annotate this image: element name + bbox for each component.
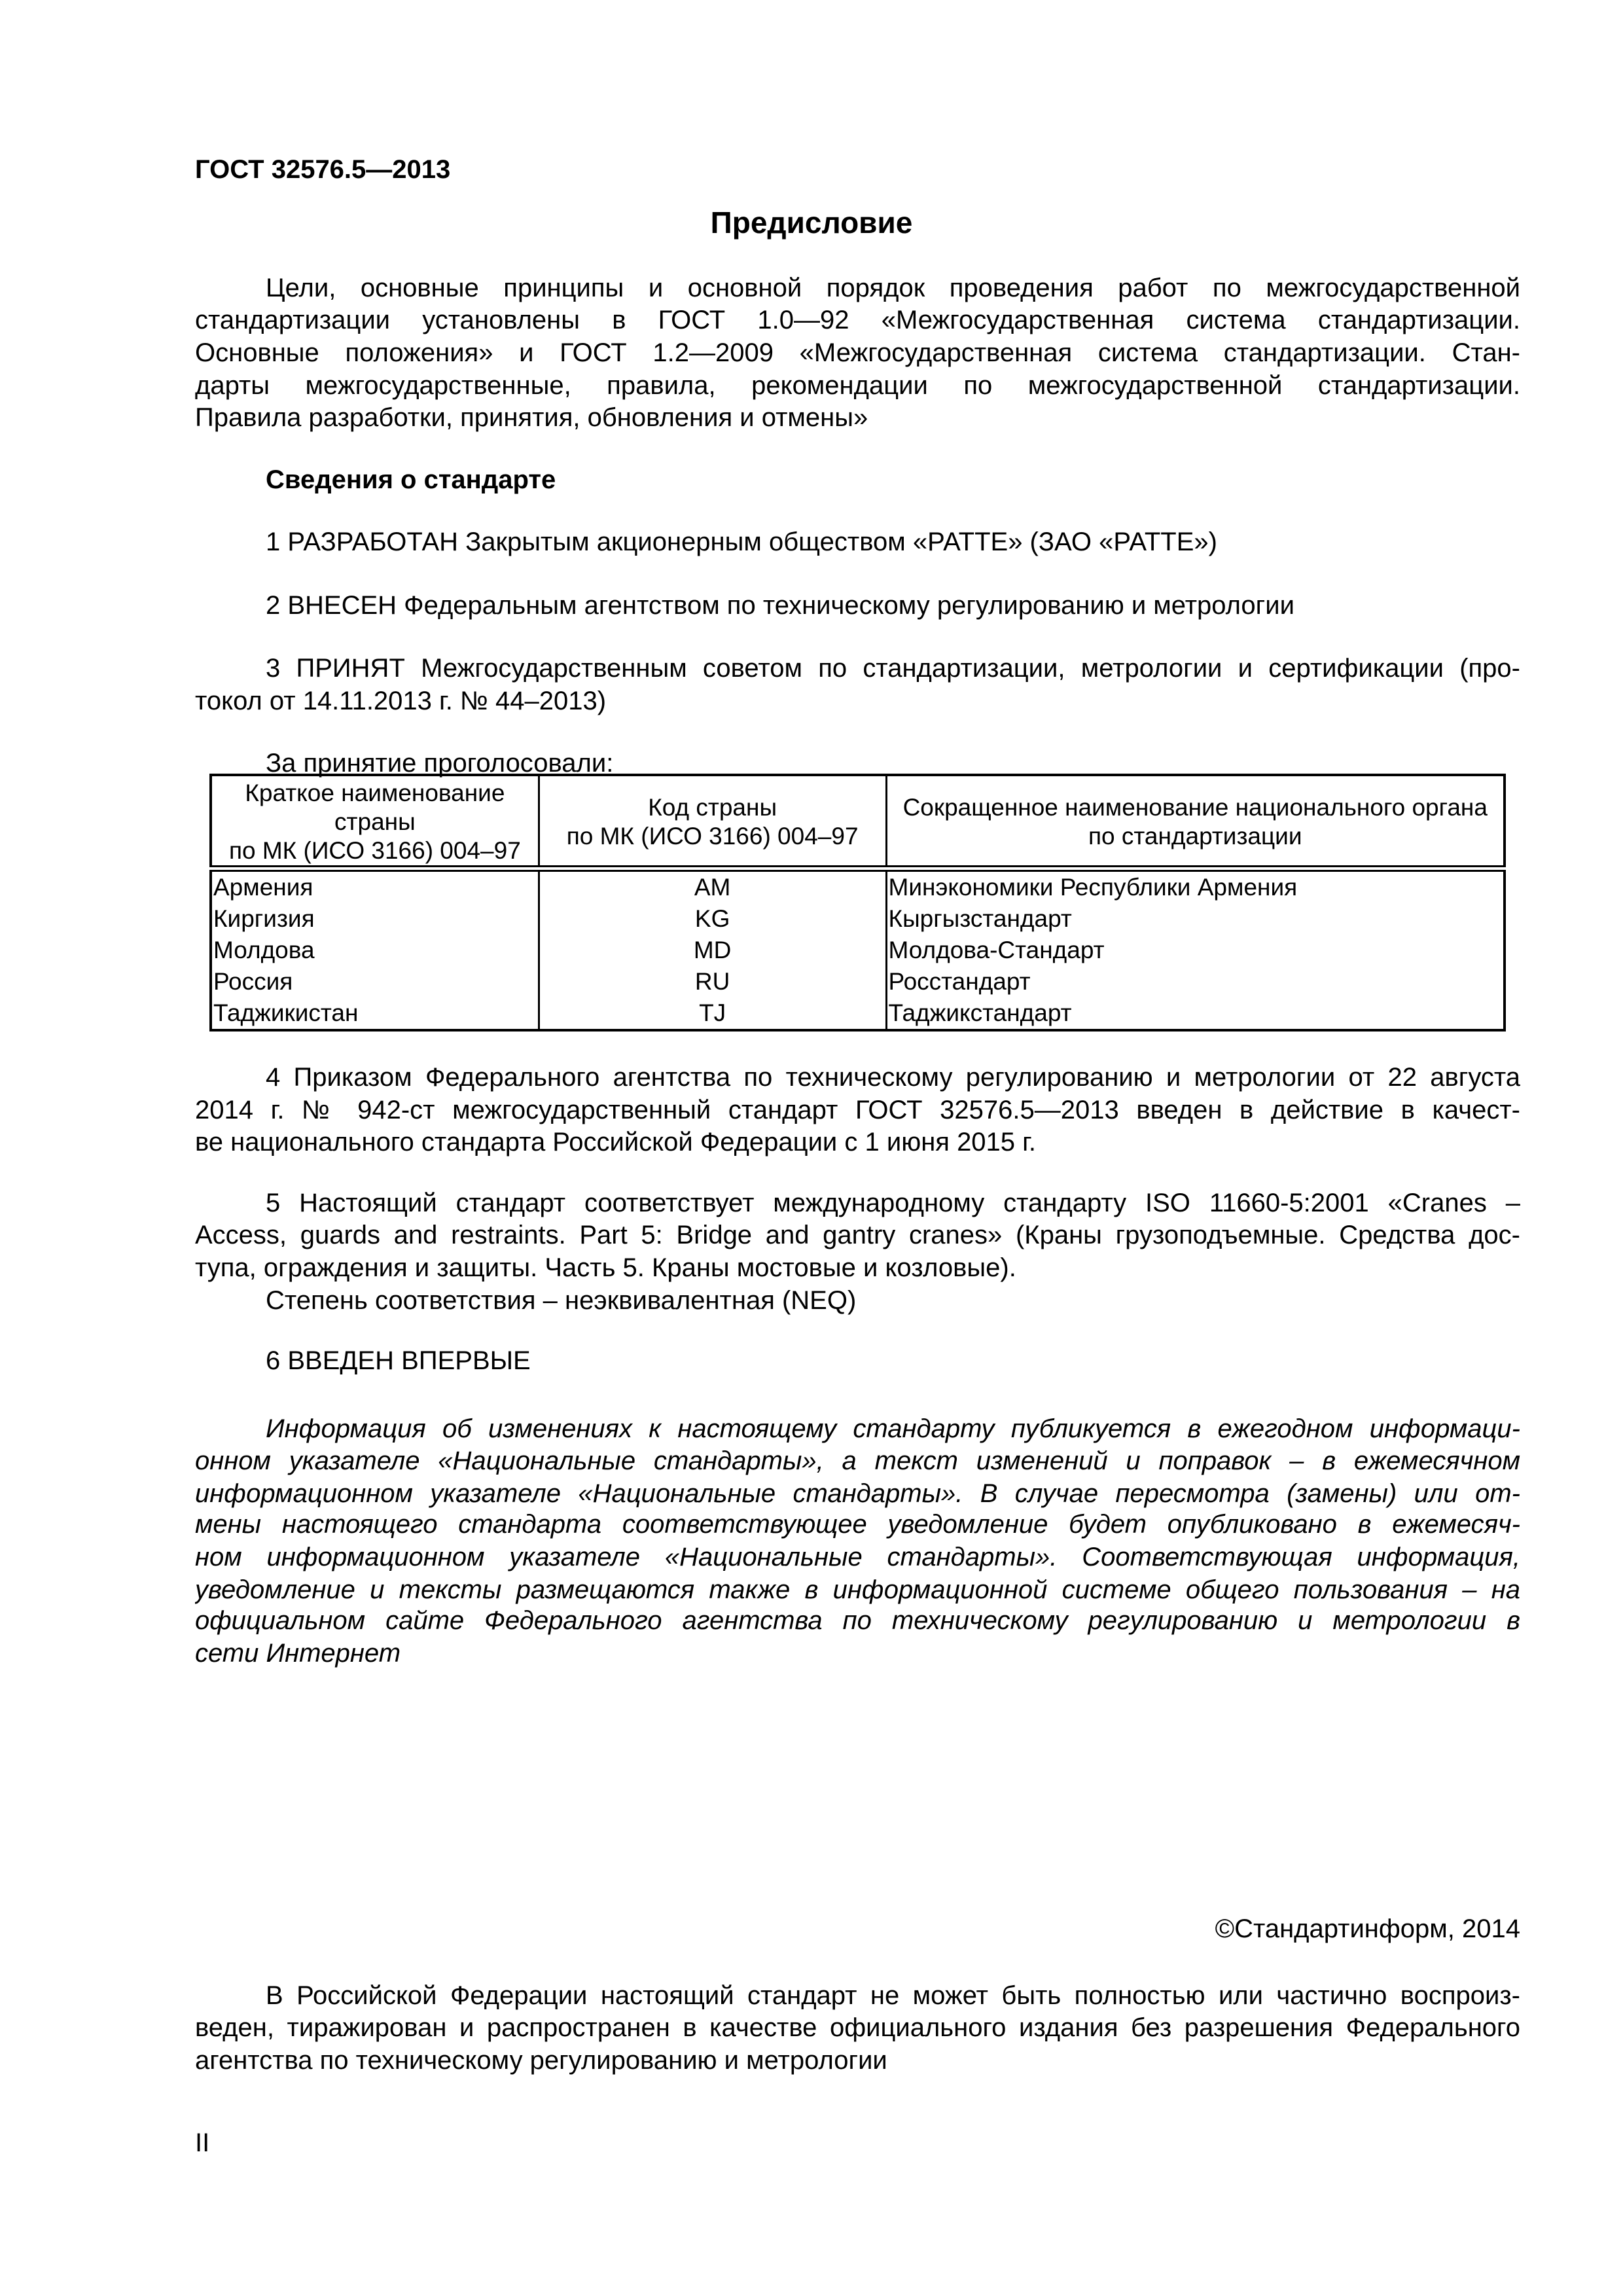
cell-body: Росстандарт [886, 966, 1505, 997]
notice-line: ном информационном указателе «Национальные стандарты». Соответствующая информация, [195, 1543, 1520, 1571]
header-line: по МК (ИСО 3166) 004–97 [228, 837, 521, 864]
table-header-row [211, 775, 1505, 869]
cell-body: Молдова-Стандарт [886, 935, 1505, 966]
item3-line: токол от 14.11.2013 г. № 44–2013) [195, 687, 607, 715]
intro-line: Цели, основные принципы и основной порядок проведения работ по межгосударственной [266, 274, 1520, 302]
copyright: ©Стандартинформ, 2014 [1215, 1914, 1520, 1943]
column-header-code [539, 775, 886, 869]
column-header-body [886, 775, 1505, 869]
item2-line: 2 ВНЕСЕН Федеральным агентством по техническому регулированию и метрологии [266, 591, 1294, 620]
item4-line: 4 Приказом Федерального агентства по техническому регулированию и метрологии от 22 августа [266, 1063, 1520, 1092]
rights-line: агентства по техническому регулированию и метрологии [195, 2046, 887, 2075]
table-row [211, 966, 1505, 997]
table-row [211, 869, 1505, 903]
rights-line: В Российской Федерации настоящий стандарт не может быть полностью или частично воспроиз- [266, 1981, 1520, 2010]
column-header-country [211, 775, 539, 869]
cell-body: Минэкономики Республики Армения [886, 869, 1505, 903]
cell-body: Таджикстандарт [886, 997, 1505, 1030]
item5-line: 5 Настоящий стандарт соответствует международному стандарту ISO 11660-5:2001 «Cranes – [266, 1189, 1520, 1217]
rights-line: веден, тиражирован и распространен в качестве официального издания без разрешения Федерального [195, 2013, 1520, 2042]
cell-code: MD [539, 935, 886, 966]
header-line: Код страны [648, 794, 777, 821]
page-number: II [195, 2128, 210, 2157]
cell-code: AM [539, 869, 886, 903]
item5-line: Access, guards and restraints. Part 5: Bridge and gantry cranes» (Краны грузоподъемные. Средства дос- [195, 1221, 1520, 1249]
header-line: страны [334, 808, 416, 835]
intro-line: стандартизации установлены в ГОСТ 1.0—92 «Межгосударственная система стандартизации. [195, 306, 1520, 334]
header-line: Сокращенное наименование национального органа [902, 794, 1488, 821]
item5-note-line: Степень соответствия – неэквивалентная (NEQ) [266, 1286, 857, 1315]
notice-line: уведомление и тексты размещаются также в информационной системе общего пользования – на [195, 1575, 1520, 1604]
intro-line: Основные положения» и ГОСТ 1.2—2009 «Межгосударственная система стандартизации. Стан- [195, 338, 1520, 367]
cell-country: Россия [211, 966, 539, 997]
item4-line: ве национального стандарта Российской Федерации с 1 июня 2015 г. [195, 1128, 1036, 1157]
voting-table [209, 774, 1506, 1031]
item4-line: 2014 г. № 942-ст межгосударственный стандарт ГОСТ 32576.5—2013 введен в действие в качест- [195, 1096, 1520, 1124]
header-line: Краткое наименование [245, 780, 505, 806]
page-title: Предисловие [710, 206, 913, 240]
notice-line: сети Интернет [195, 1639, 401, 1668]
voted-label-line: За принятие проголосовали: [266, 749, 614, 778]
document-header: ГОСТ 32576.5—2013 [195, 155, 451, 184]
notice-line: онном указателе «Национальные стандарты», а текст изменений и поправок – в ежемесячном [195, 1446, 1520, 1475]
cell-country: Армения [211, 869, 539, 903]
cell-code: TJ [539, 997, 886, 1030]
cell-code: RU [539, 966, 886, 997]
header-line: по стандартизации [1088, 823, 1302, 850]
table-row [211, 903, 1505, 935]
notice-line: мены настоящего стандарта соответствующее уведомление будет опубликовано в ежемесяч- [195, 1510, 1520, 1539]
cell-body: Кыргызстандарт [886, 903, 1505, 935]
cell-country: Киргизия [211, 903, 539, 935]
item6-line: 6 ВВЕДЕН ВПЕРВЫЕ [266, 1346, 531, 1375]
notice-line: информационном указателе «Национальные стандарты». В случае пересмотра (замены) или от- [195, 1479, 1520, 1508]
table-row [211, 935, 1505, 966]
info-heading-line: Сведения о стандарте [266, 465, 556, 494]
notice-line: официальном сайте Федерального агентства по техническому регулированию и метрологии в [195, 1606, 1520, 1635]
item1-line: 1 РАЗРАБОТАН Закрытым акционерным обществом «РАТТЕ» (ЗАО «РАТТЕ») [266, 528, 1217, 556]
header-line: по МК (ИСО 3166) 004–97 [566, 823, 859, 850]
cell-country: Таджикистан [211, 997, 539, 1030]
item5-line: тупа, ограждения и защиты. Часть 5. Краны мостовые и козловые). [195, 1253, 1016, 1282]
intro-line: дарты межгосударственные, правила, рекомендации по межгосударственной стандартизации. [195, 371, 1520, 400]
table-row [211, 997, 1505, 1030]
notice-line: Информация об изменениях к настоящему стандарту публикуется в ежегодном информаци- [266, 1414, 1520, 1443]
cell-country: Молдова [211, 935, 539, 966]
intro-line: Правила разработки, принятия, обновления и отмены» [195, 403, 868, 432]
cell-code: KG [539, 903, 886, 935]
item3-line: 3 ПРИНЯТ Межгосударственным советом по стандартизации, метрологии и сертификации (про- [266, 654, 1520, 683]
